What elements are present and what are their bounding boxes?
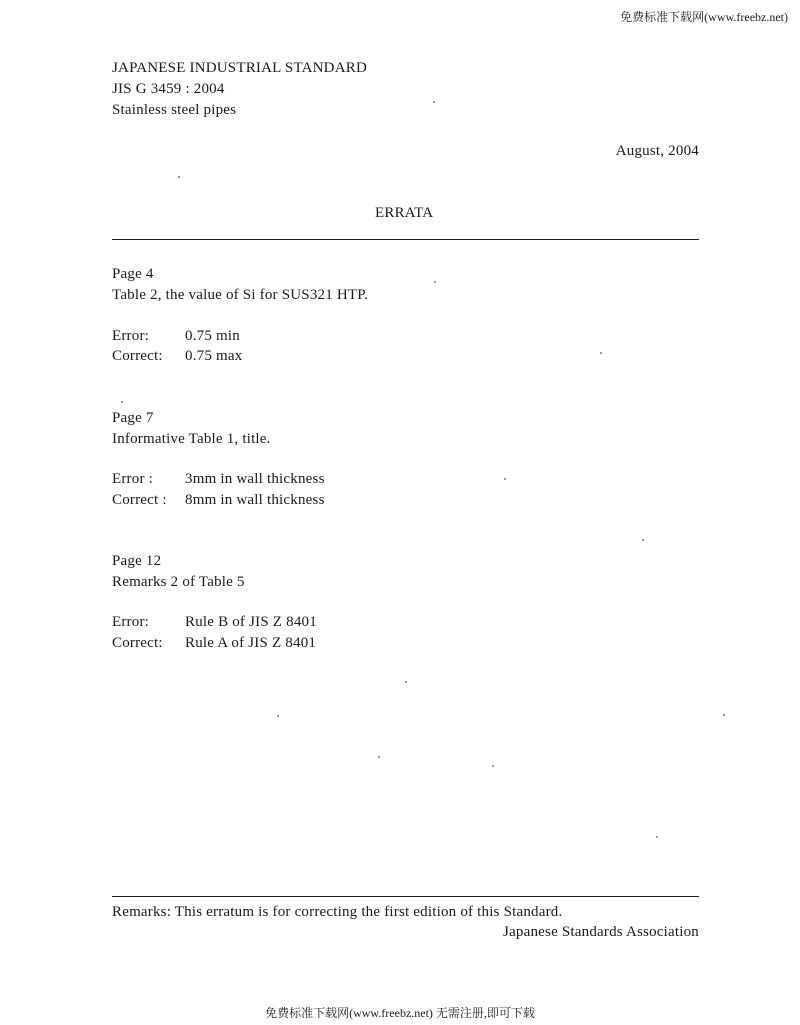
- watermark-bottom: 免费标准下载网(www.freebz.net) 无需注册,即可下载: [265, 1006, 535, 1020]
- title-divider: [112, 239, 699, 240]
- scan-speck: [642, 539, 644, 541]
- errata-date: August, 2004: [615, 143, 699, 159]
- correct-label: Correct:: [112, 348, 163, 364]
- error-row: [112, 612, 512, 632]
- scan-speck: [600, 352, 602, 354]
- error-label: Error:: [112, 328, 150, 344]
- remarks-text: Remarks: This erratum is for correcting the first edition of this Standard.: [112, 904, 563, 920]
- watermark-top: 免费标准下载网(www.freebz.net): [620, 10, 788, 24]
- scan-speck: [433, 101, 435, 103]
- page-title: ERRATA: [375, 205, 434, 221]
- correct-value: 8mm in wall thickness: [185, 492, 325, 508]
- entry-page: Page 7: [112, 410, 154, 426]
- scan-speck: [277, 715, 279, 717]
- scan-speck: [178, 176, 180, 178]
- standard-title: Stainless steel pipes: [112, 102, 237, 118]
- footer-divider: [112, 896, 699, 897]
- correct-row: [112, 490, 512, 510]
- scan-speck: [434, 281, 436, 283]
- error-label: Error :: [112, 471, 153, 487]
- correct-label: Correct:: [112, 635, 163, 651]
- issuer: Japanese Standards Association: [503, 924, 699, 940]
- correct-value: Rule A of JIS Z 8401: [185, 635, 317, 651]
- entry-location: Informative Table 1, title.: [112, 431, 271, 447]
- scan-speck: [378, 756, 380, 758]
- correct-label: Correct :: [112, 492, 167, 508]
- correct-value: 0.75 max: [185, 348, 243, 364]
- scan-speck: [504, 478, 506, 480]
- correct-row: [112, 346, 512, 366]
- entry-location: Remarks 2 of Table 5: [112, 574, 245, 590]
- error-row: [112, 326, 512, 346]
- error-value: 3mm in wall thickness: [185, 471, 325, 487]
- scan-speck: [121, 401, 123, 403]
- scan-speck: [656, 836, 658, 838]
- entry-location: Table 2, the value of Si for SUS321 HTP.: [112, 287, 369, 303]
- correct-row: [112, 633, 512, 653]
- entry-page: Page 12: [112, 553, 162, 569]
- scan-speck: [492, 765, 494, 767]
- scan-speck: [723, 714, 725, 716]
- error-value: Rule B of JIS Z 8401: [185, 614, 317, 630]
- error-value: 0.75 min: [185, 328, 240, 344]
- standard-type: JAPANESE INDUSTRIAL STANDARD: [112, 60, 367, 76]
- error-row: [112, 469, 512, 489]
- entry-page: Page 4: [112, 266, 154, 282]
- standard-number: JIS G 3459 : 2004: [112, 81, 225, 97]
- scan-speck: [405, 681, 407, 683]
- error-label: Error:: [112, 614, 150, 630]
